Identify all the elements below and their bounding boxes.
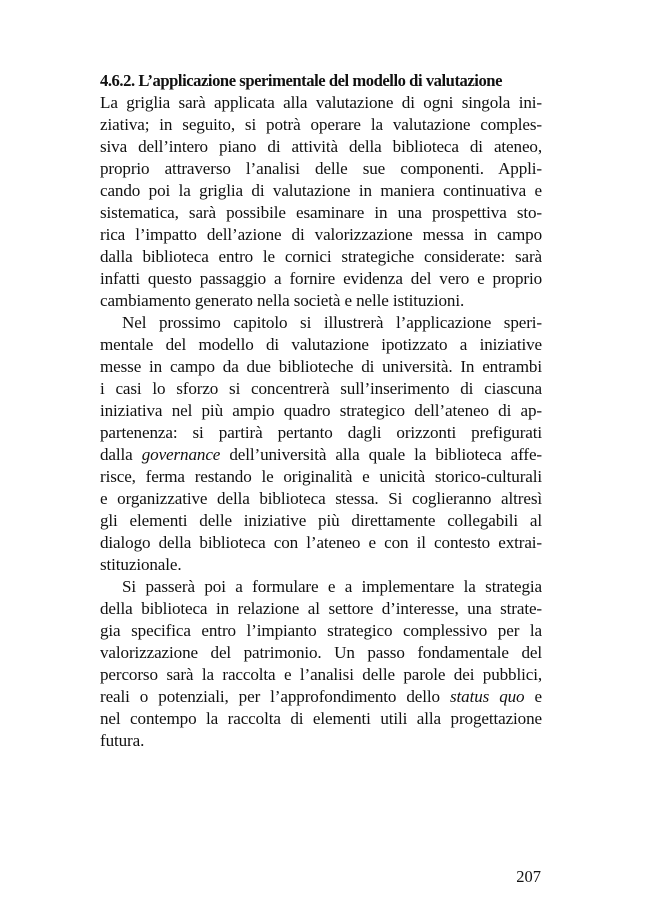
text-line: Si passerà poi a formulare e a implementare la strategia (122, 577, 542, 596)
text-line: percorso sarà la raccolta e l’analisi delle parole dei pubblici, (100, 665, 542, 684)
text-line: Nel prossimo capitolo si illustrerà l’applicazione speri- (122, 313, 542, 332)
page-content (100, 70, 542, 752)
text-line: stituzionale. (100, 555, 182, 574)
text-line: rica l’impatto dell’azione di valorizzazione messa in campo (100, 225, 542, 244)
text-line: e organizzative della biblioteca stessa. Si coglieranno altresì (100, 489, 542, 508)
text-line: siva dell’intero piano di attività della biblioteca di ateneo, (100, 137, 542, 156)
text-line: infatti questo passaggio a fornire evidenza del vero e proprio (100, 269, 542, 288)
paragraph-2 (100, 312, 542, 576)
text-fragment: dell’università alla quale la biblioteca affe- (220, 445, 542, 464)
text-line: ziativa; in seguito, si potrà operare la valutazione comples- (100, 115, 542, 134)
text-line: nel contempo la raccolta di elementi utili alla progettazione (100, 709, 542, 728)
text-line: proprio attraverso l’analisi delle sue componenti. Appli- (100, 159, 542, 178)
paragraph-3 (100, 576, 542, 752)
text-line: risce, ferma restando le originalità e unicità storico-culturali (100, 467, 542, 486)
text-line: La griglia sarà applicata alla valutazione di ogni singola ini- (100, 93, 542, 112)
text-line: valorizzazione del patrimonio. Un passo fondamentale del (100, 643, 542, 662)
text-line: cambiamento generato nella società e nelle istituzioni. (100, 291, 465, 310)
text-line: partenenza: si partirà pertanto dagli orizzonti prefigurati (100, 423, 542, 442)
text-line: gia specifica entro l’impianto strategico complessivo per la (100, 621, 542, 640)
text-line: i casi lo sforzo si concentrerà sull’inserimento di ciascuna (100, 379, 542, 398)
italic-term-governance: governance (141, 445, 221, 464)
paragraph-1 (100, 92, 542, 312)
section-heading: 4.6.2. L’applicazione sperimentale del modello di valutazione (100, 71, 502, 90)
text-line: messe in campo da due biblioteche di università. In entrambi (100, 357, 542, 376)
page-number: 207 (516, 867, 541, 886)
text-line (100, 444, 542, 466)
text-line: sistematica, sarà possibile esaminare in una prospettiva sto- (100, 203, 542, 222)
text-line: cando poi la griglia di valutazione in maniera continuativa e (100, 181, 542, 200)
italic-term-status-quo: status quo (449, 687, 525, 706)
text-line: gli elementi delle iniziative più direttamente collegabili al (100, 511, 542, 530)
text-fragment: reali o potenziali, per l’approfondimento dello (100, 687, 450, 706)
text-line: della biblioteca in relazione al settore d’interesse, una strate- (100, 599, 542, 618)
text-line: mentale del modello di valutazione ipotizzato a iniziative (100, 335, 542, 354)
text-line (100, 686, 542, 708)
text-line: dalla biblioteca entro le cornici strategiche considerate: sarà (100, 247, 542, 266)
text-fragment: dalla (100, 445, 142, 464)
text-line: iniziativa nel più ampio quadro strategico dell’ateneo di ap- (100, 401, 542, 420)
text-fragment: e (524, 687, 542, 706)
text-line: futura. (100, 731, 145, 750)
text-line: dialogo della biblioteca con l’ateneo e con il contesto extrai- (100, 533, 542, 552)
